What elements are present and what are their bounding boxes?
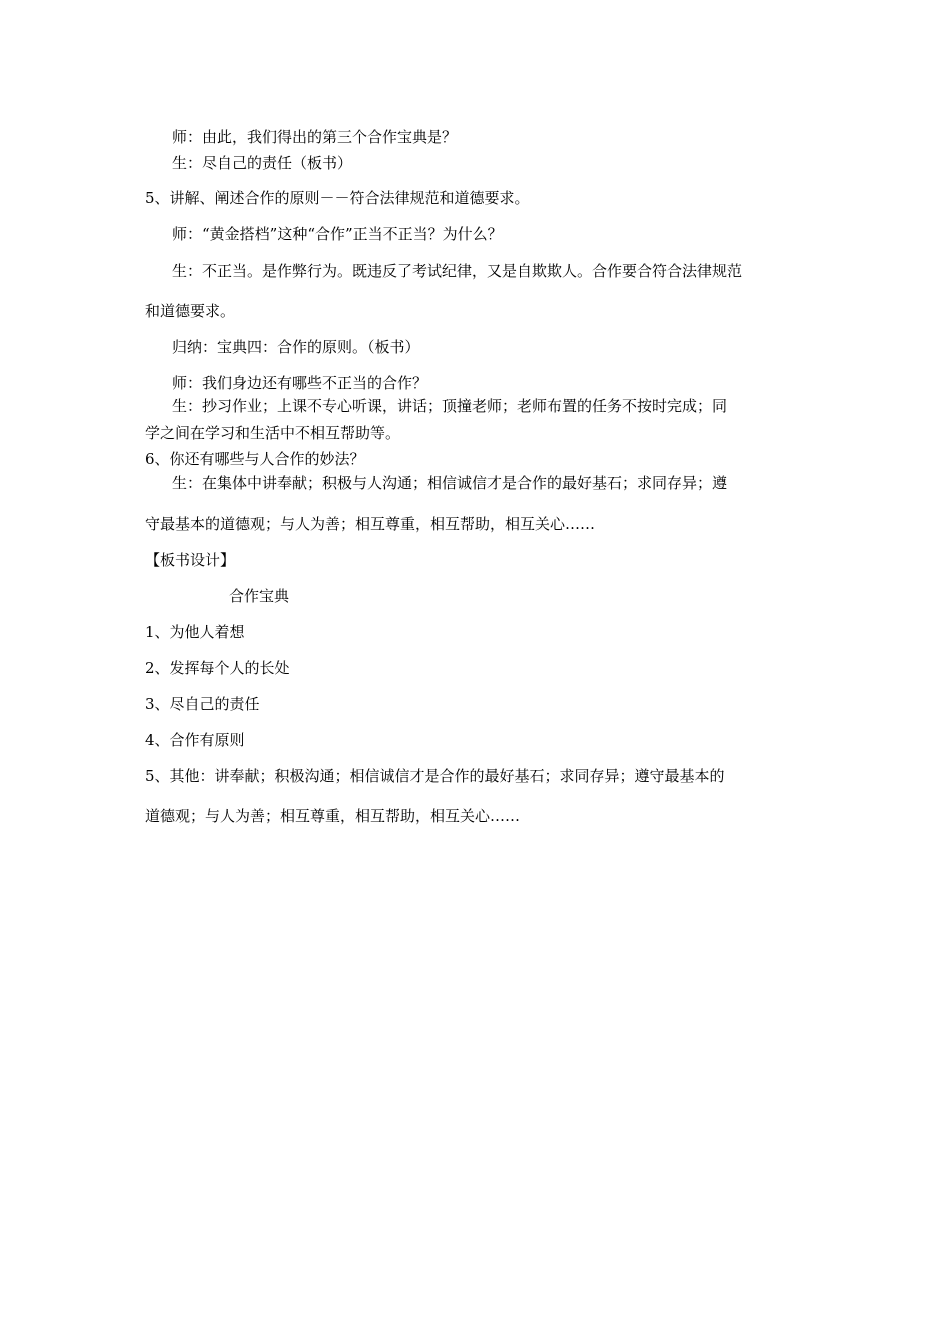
board-item-5-line-2: 道德观；与人为善；相互尊重，相互帮助，相互关心…… (145, 807, 521, 825)
student-methods-line-2: 守最基本的道德观；与人为善；相互尊重，相互帮助，相互关心…… (145, 515, 596, 533)
board-design-title: 合作宝典 (229, 587, 290, 605)
student-answer-responsibility: 生：尽自己的责任（板书） (172, 154, 353, 172)
student-answer-line-1: 生：不正当。是作弊行为。既违反了考试纪律，又是自欺欺人。合作要合符合法律规范 (172, 262, 743, 280)
student-examples-line-2: 学之间在学习和生活中不相互帮助等。 (145, 424, 401, 442)
board-item-1: 1、为他人着想 (145, 623, 245, 641)
teacher-question-golden-partner: 师：“黄金搭档”这种“合作”正当不正当？为什么？ (172, 225, 503, 243)
student-examples-line-1: 生：抄习作业；上课不专心听课，讲话；顶撞老师；老师布置的任务不按时完成；同 (172, 397, 728, 415)
board-item-2: 2、发挥每个人的长处 (145, 659, 290, 677)
board-item-4: 4、合作有原则 (145, 731, 245, 749)
board-item-3: 3、尽自己的责任 (145, 695, 260, 713)
student-methods-line-1: 生：在集体中讲奉献；积极与人沟通；相信诚信才是合作的最好基石；求同存异；遵 (172, 474, 728, 492)
board-item-5-line-1: 5、其他：讲奉献；积极沟通；相信诚信才是合作的最好基石；求同存异；遵守最基本的 (145, 767, 725, 785)
section-5-heading: 5、讲解、阐述合作的原则－－符合法律规范和道德要求。 (145, 189, 530, 207)
teacher-question-third-principle: 师：由此，我们得出的第三个合作宝典是？ (172, 128, 458, 146)
teacher-question-improper-cooperation: 师：我们身边还有哪些不正当的合作？ (172, 374, 428, 392)
summary-principle-four: 归纳：宝典四：合作的原则。（板书） (172, 338, 420, 356)
student-answer-line-2: 和道德要求。 (145, 302, 236, 320)
section-6-heading: 6、你还有哪些与人合作的妙法？ (145, 450, 365, 468)
board-design-heading: 【板书设计】 (145, 551, 236, 569)
